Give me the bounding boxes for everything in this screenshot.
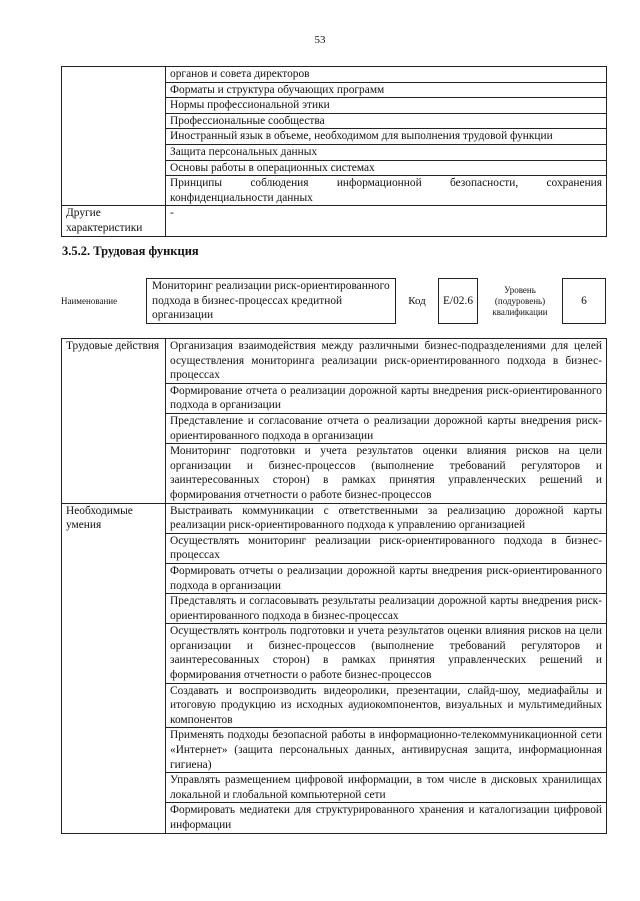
knowledge-item: Принципы соблюдения информационной безопасности, сохранения конфиденциальности данных — [166, 176, 607, 206]
knowledge-table — [61, 66, 607, 237]
function-details-table — [61, 338, 607, 834]
knowledge-item: Нормы профессиональной этики — [166, 98, 607, 114]
action-item: Представление и согласование отчета о реализации дорожной карты внедрения риск-ориентированного подхода в организации — [166, 413, 607, 443]
knowledge-item: Форматы и структура обучающих программ — [166, 82, 607, 98]
knowledge-label-cell — [62, 67, 166, 206]
knowledge-item: Основы работы в операционных системах — [166, 160, 607, 176]
table-row — [62, 206, 607, 236]
skill-item: Управлять размещением цифровой информации, в том числе в дисковых хранилищах локальной и глобальной компьютерной сети — [166, 773, 607, 803]
skills-label: Необходимые умения — [62, 503, 166, 833]
skill-item: Осуществлять мониторинг реализации риск-ориентированного подхода в бизнес-процессах — [166, 533, 607, 563]
skill-item: Представлять и согласовывать результаты реализации дорожной карты внедрения риск-ориентированного подхода в бизнес-процессах — [166, 594, 607, 624]
function-code: E/02.6 — [439, 279, 478, 324]
skill-item: Формировать отчеты о реализации дорожной карты внедрения риск-ориентированного подхода в организации — [166, 563, 607, 593]
action-item: Формирование отчета о реализации дорожной карты внедрения риск-ориентированного подхода в организации — [166, 383, 607, 413]
code-label: Код — [408, 294, 426, 307]
actions-label: Трудовые действия — [62, 339, 166, 504]
qualification-level: 6 — [563, 279, 606, 324]
action-item: Организация взаимодействия между различными бизнес-подразделениями для целей осуществления мониторинга реализации риск-ориентированного подхода в бизнес-процессах — [166, 339, 607, 384]
level-label: Уровень (подуровень) квалификации — [492, 284, 548, 317]
function-name: Мониторинг реализации риск-ориентированного подхода в бизнес-процессах кредитной организации — [147, 279, 396, 324]
name-label: Наименование — [61, 295, 118, 306]
table-row — [61, 279, 606, 324]
skill-item: Выстраивать коммуникации с ответственными за реализацию дорожной карты реализации риск-ориентированного подхода к управлению организацией — [166, 503, 607, 533]
skill-item: Осуществлять контроль подготовки и учета результатов оценки влияния рисков на цели организации и бизнес-процессов (выполнение требований регуляторов и заинтересованных сторон) в рамках принятия управленческих решений и формирования отчетности о работе бизнес-процессов — [166, 624, 607, 683]
skill-item: Формировать медиатеки для структурированного хранения и каталогизации цифровой информации — [166, 803, 607, 833]
table-row — [62, 503, 607, 533]
knowledge-item: органов и совета директоров — [166, 67, 607, 83]
knowledge-item: Иностранный язык в объеме, необходимом для выполнения трудовой функции — [166, 129, 607, 145]
table-row — [62, 67, 607, 83]
knowledge-item: Профессиональные сообщества — [166, 113, 607, 129]
knowledge-item: Защита персональных данных — [166, 144, 607, 160]
function-header-table — [61, 278, 606, 324]
table-row — [62, 339, 607, 384]
other-characteristics-value: - — [166, 206, 607, 236]
section-heading: 3.5.2. Трудовая функция — [62, 244, 199, 258]
action-item: Мониторинг подготовки и учета результатов оценки влияния рисков на цели организации и бизнес-процессов (выполнение требований регуляторов и заинтересованных сторон) в рамках принятия управленческих решений и формирования отчетности о работе бизнес-процессов — [166, 444, 607, 503]
page-number: 53 — [314, 34, 326, 46]
skill-item: Применять подходы безопасной работы в информационно-телекоммуникационной сети «Интернет» (защита персональных данных, антивирусная защита, информационная гигиена) — [166, 728, 607, 773]
other-characteristics-label: Другие характеристики — [62, 206, 166, 236]
skill-item: Создавать и воспроизводить видеоролики, презентации, слайд-шоу, медиафайлы и итоговую продукцию из исходных аудиокомпонентов, визуальных и мультимедийных компонентов — [166, 683, 607, 728]
